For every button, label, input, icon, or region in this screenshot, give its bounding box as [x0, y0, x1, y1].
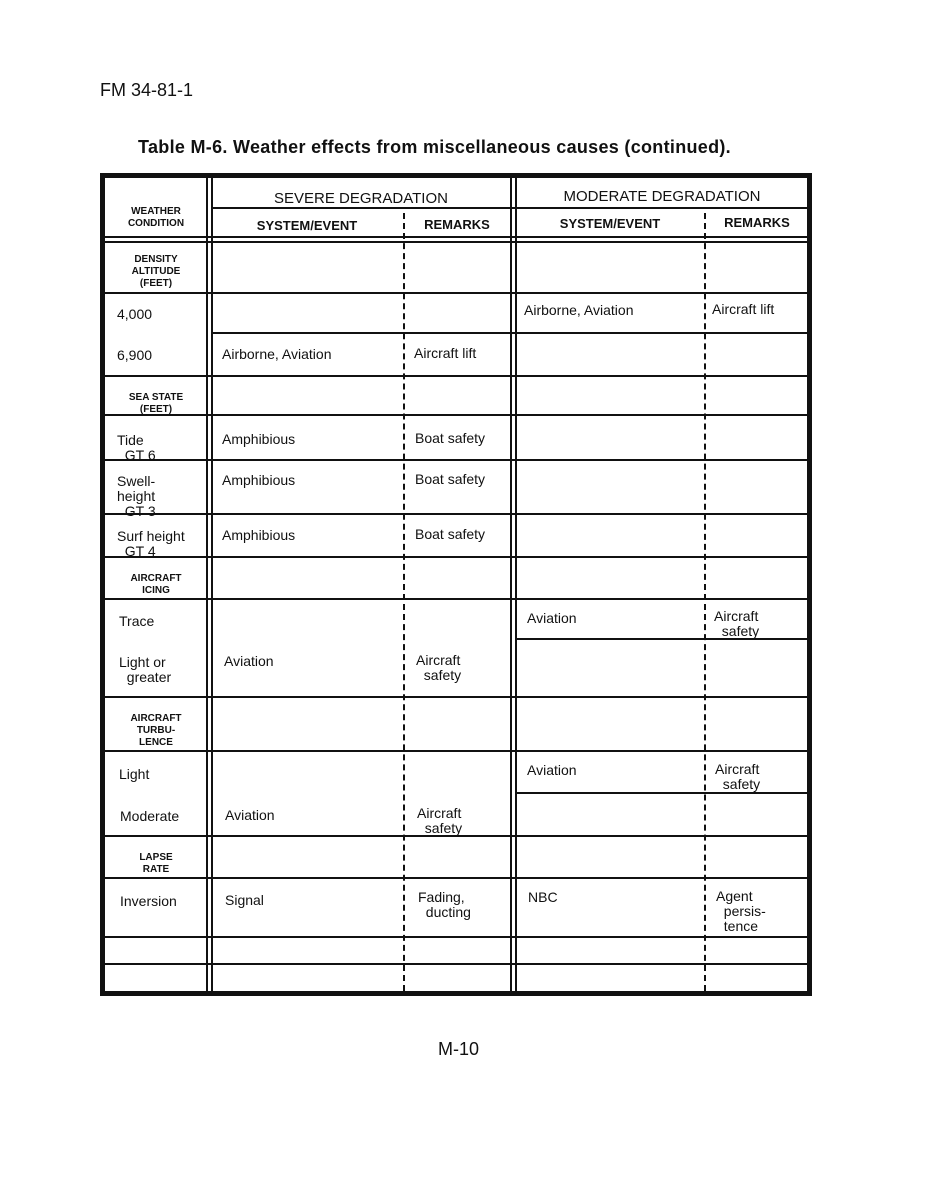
row-rule: [105, 936, 807, 938]
column-rule: [211, 178, 213, 991]
row-rule: [211, 332, 807, 334]
severe-system-event-header: SYSTEM/EVENT: [256, 218, 358, 233]
row-moderate-severe-remarks: Aircraft safety: [417, 805, 463, 836]
row-trace-moderate-system: Aviation: [527, 610, 577, 626]
row-inversion-severe-system: Signal: [225, 892, 264, 908]
row-rule: [105, 750, 807, 752]
row-4000-moderate-remarks: Aircraft lift: [712, 301, 775, 317]
row-light-moderate-remarks: Aircraft safety: [715, 761, 761, 792]
row-moderate-condition: Moderate: [120, 808, 180, 824]
severe-remarks-header: REMARKS: [424, 217, 490, 232]
moderate-remarks-header: REMARKS: [724, 215, 790, 230]
table-title: Table M-6. Weather effects from miscellaneous causes (continued).: [138, 137, 731, 157]
row-inversion-moderate-system: NBC: [528, 889, 558, 905]
category-density-altitude: DENSITY ALTITUDE (FEET): [131, 254, 181, 289]
row-4000-moderate-system: Airborne, Aviation: [524, 302, 634, 318]
row-rule: [105, 513, 807, 515]
row-inversion-condition: Inversion: [120, 893, 177, 909]
row-light-or-greater-condition: Light or greater: [119, 654, 172, 685]
moderate-degradation-header: MODERATE DEGRADATION: [563, 188, 761, 205]
remarks-divider: [704, 213, 706, 991]
row-tide-severe-system: Amphibious: [222, 431, 296, 447]
row-light-or-greater-severe-remarks: Aircraft safety: [416, 652, 462, 683]
row-rule: [105, 598, 807, 600]
row-rule: [515, 638, 807, 640]
row-light-condition: Light: [119, 766, 150, 782]
row-surf-severe-remarks: Boat safety: [415, 526, 486, 542]
row-inversion-moderate-remarks: Agent persis- tence: [716, 888, 766, 934]
column-rule: [510, 178, 512, 991]
row-6900-condition: 6,900: [117, 347, 153, 363]
row-surf-severe-system: Amphibious: [222, 527, 296, 543]
row-surf-condition: Surf height GT 4: [117, 528, 185, 559]
row-swell-severe-system: Amphibious: [222, 472, 296, 488]
row-swell-severe-remarks: Boat safety: [415, 471, 486, 487]
row-4000-condition: 4,000: [117, 306, 153, 322]
row-rule: [105, 459, 807, 461]
category-lapse-rate: LAPSE RATE: [139, 852, 173, 875]
row-light-or-greater-severe-system: Aviation: [224, 653, 274, 669]
category-aircraft-turbulence: AIRCRAFT TURBU- LENCE: [130, 713, 182, 748]
row-inversion-severe-remarks: Fading, ducting: [418, 889, 471, 920]
row-trace-moderate-remarks: Aircraft safety: [714, 608, 760, 639]
row-6900-severe-system: Airborne, Aviation: [222, 346, 332, 362]
row-rule: [515, 792, 807, 794]
weather-condition-header: WEATHER CONDITION: [127, 206, 185, 229]
row-light-moderate-system: Aviation: [527, 762, 577, 778]
row-6900-severe-remarks: Aircraft lift: [414, 345, 477, 361]
category-aircraft-icing: AIRCRAFT ICING: [130, 573, 182, 596]
row-rule: [105, 696, 807, 698]
row-swell-condition: Swell- height GT 3: [117, 473, 156, 519]
category-sea-state: SEA STATE (FEET): [128, 392, 184, 415]
row-moderate-severe-system: Aviation: [225, 807, 275, 823]
header-rule: [211, 207, 807, 209]
row-rule: [105, 375, 807, 377]
row-rule: [105, 556, 807, 558]
row-rule: [105, 236, 807, 238]
page-number: M-10: [438, 1039, 480, 1059]
row-trace-condition: Trace: [119, 613, 155, 629]
row-rule: [105, 877, 807, 879]
row-rule: [105, 241, 807, 243]
row-tide-severe-remarks: Boat safety: [415, 430, 486, 446]
row-rule: [105, 414, 807, 416]
severe-degradation-header: SEVERE DEGRADATION: [274, 190, 448, 207]
document-id: FM 34-81-1: [100, 80, 194, 100]
moderate-system-event-header: SYSTEM/EVENT: [559, 216, 661, 231]
row-rule: [105, 292, 807, 294]
row-tide-condition: Tide GT 6: [117, 432, 156, 463]
remarks-divider: [403, 213, 405, 991]
column-rule: [206, 178, 208, 991]
row-rule: [105, 963, 807, 965]
column-rule: [515, 178, 517, 991]
